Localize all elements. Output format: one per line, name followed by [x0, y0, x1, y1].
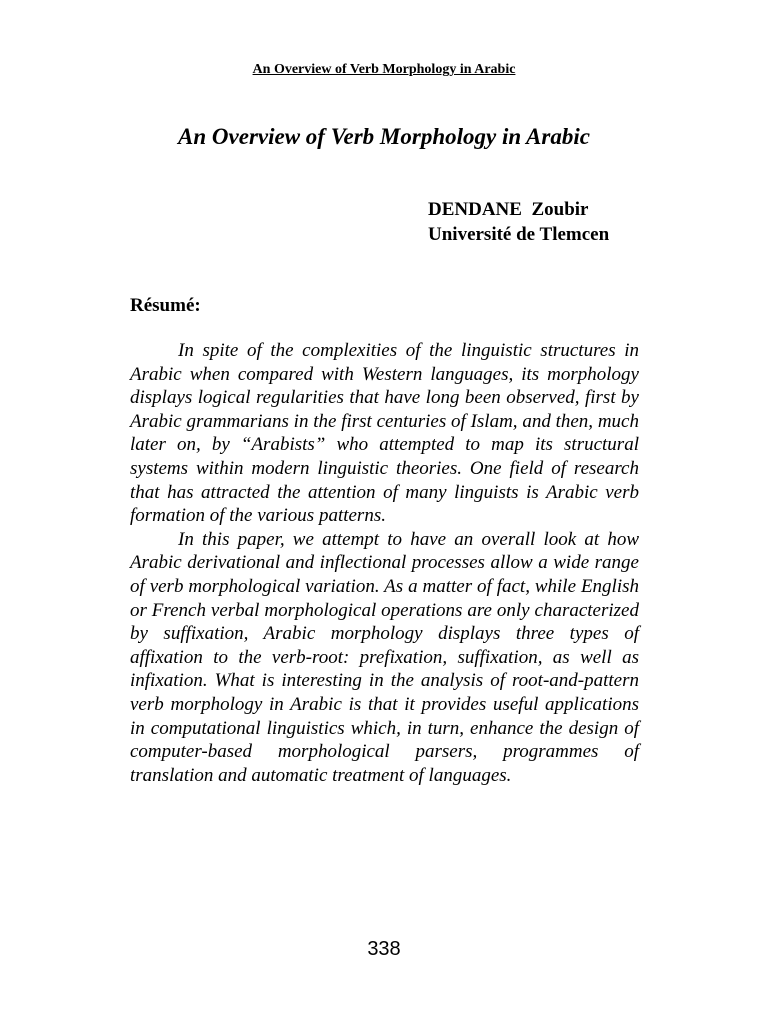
resume-heading: Résumé:: [130, 295, 201, 316]
author-block: [428, 197, 609, 247]
author-name: DENDANE Zoubir: [428, 199, 589, 220]
author-affiliation: Université de Tlemcen: [428, 224, 610, 245]
running-header: An Overview of Verb Morphology in Arabic: [252, 62, 516, 77]
paper-title: An Overview of Verb Morphology in Arabic: [178, 124, 590, 149]
abstract-body: [130, 339, 639, 787]
page-number: 338: [367, 938, 401, 960]
abstract-paragraph: In this paper, we attempt to have an overall look at how Arabic derivational and inflectional processes allow a wide range of verb morphological variation. As a matter of fact, while English or French verbal morphological operations are only characterized by suffixation, Arabic morphology displays three types of affixation to the verb-root: prefixation, suffixation, as well as infixation. What is interesting in the analysis of root-and-pattern verb morphology in Arabic is that it provides useful applications in computational linguistics which, in turn, enhance the design of computer-based morphological parsers, programmes of translation and automatic treatment of languages.: [130, 528, 639, 786]
abstract-paragraph: In spite of the complexities of the linguistic structures in Arabic when compared with Western languages, its morphology displays logical regularities that have long been observed, first by Arabic grammarians in the first centuries of Islam, and then, much later on, by “Arabists” who attempted to map its structural systems within modern linguistic theories. One field of research that has attracted the attention of many linguists is Arabic verb formation of the various patterns.: [130, 340, 639, 527]
